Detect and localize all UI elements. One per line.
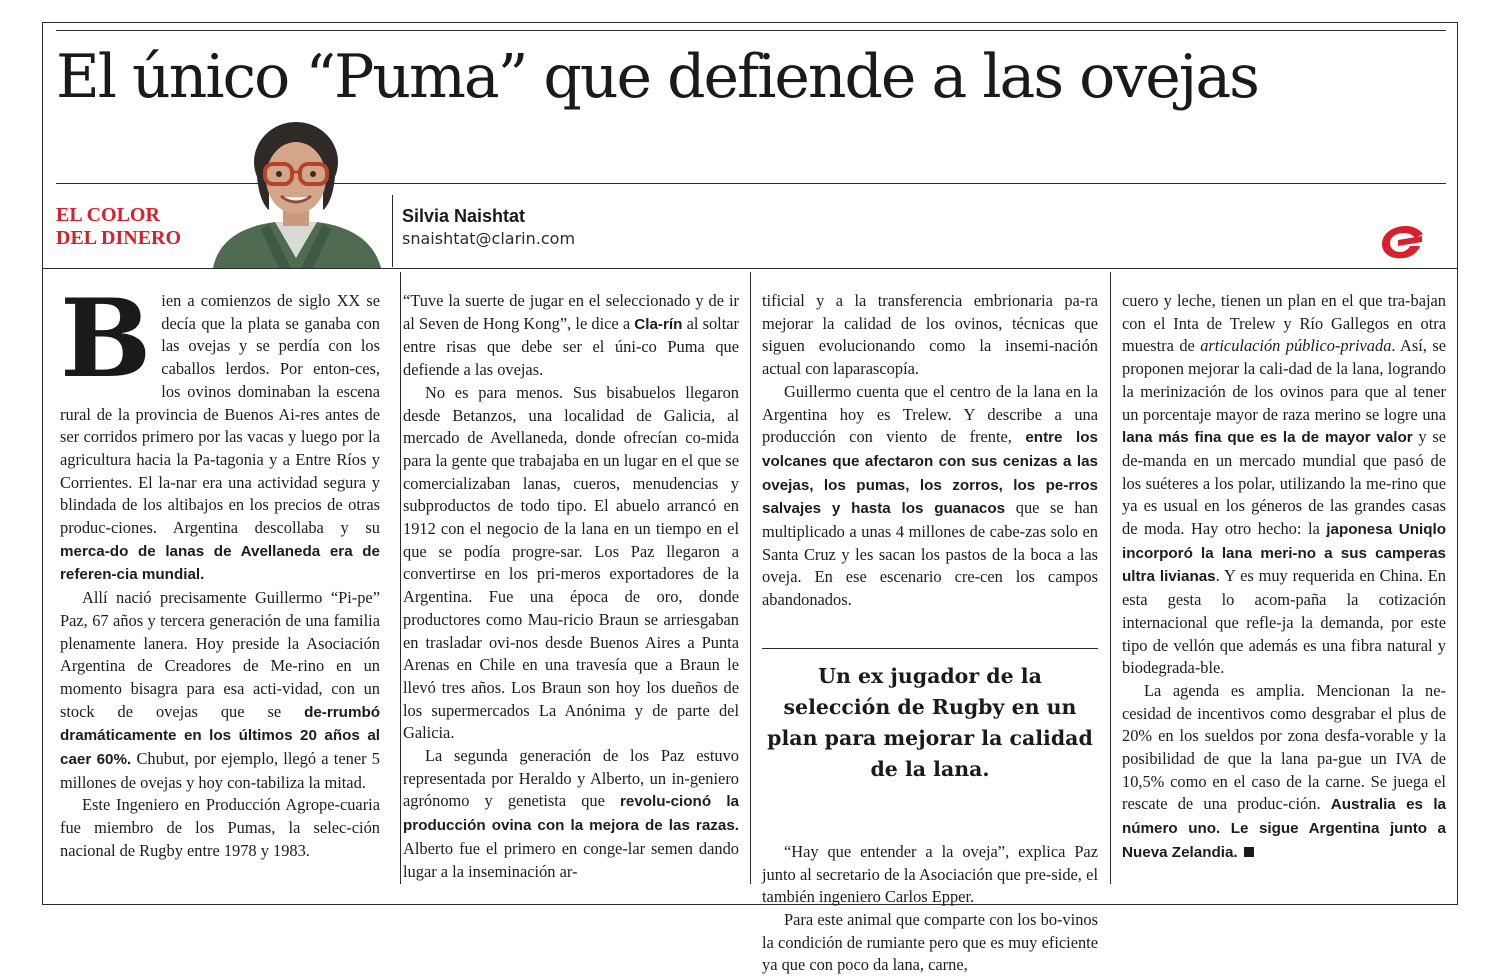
text-run: Alberto fue el primero en conge-lar semen dando lugar a la inseminación ar- [403,838,739,881]
section-tag [56,204,181,250]
text-run: Este Ingeniero en Producción Agrope-cuaria fue miembro de los Pumas, la selec-ción nacional de Rugby entre 1978 y 1983. [60,795,380,860]
author-divider [392,195,393,267]
paragraph [60,276,380,587]
clarin-logo-icon [1376,222,1428,262]
column-separator [750,272,751,884]
bold-run: lana más fina que es la de mayor valor [1122,429,1413,447]
text-run: Guillermo cuenta que el centro de la lana en la Argentina hoy es Trelew. Y describe a una producción con viento de frente, [762,381,1098,447]
bold-run: japonesa Uniqlo incorporó la lana meri-no a sus camperas ultra livianas [1122,521,1447,586]
text-run: que se han multiplicado a unas 4 millones de cabe-zas solo en Santa Cruz y les sacan los pastos de la boca a las oveja. En ese escenario cre-cen los campos abandonados. [762,498,1098,610]
section-tag-line1: EL COLOR [56,204,160,226]
section-tag-line2: DEL DINERO [56,227,182,249]
author-portrait [205,118,387,268]
paragraph [60,587,380,794]
article-column-3 [762,290,1098,977]
paragraph [403,745,739,883]
end-mark-icon [1244,847,1254,857]
paragraph [762,290,1098,381]
text-run: La segunda generación de los Paz estuvo representada por Heraldo y Alberto, un in-geniero agrónomo y genetista que [403,746,739,811]
text-run: . Así, se proponen mejorar la cali-dad de la lana, logrando la merinización de los ovinos para que al tener un porcentaje mayor de raza merino se logre una [1122,336,1446,424]
text-run: Allí nació precisamente Guillermo “Pi-pe” Paz, 67 años y tercera generación de una familia plenamente lanera. Hoy preside la Asociación Argentina de Creadores de Me-rino en un momento bisagra para esa acti-vidad, con un stock de ovejas que se [60,588,380,721]
article-column-2 [403,290,739,883]
bold-run: entre los volcanes que afectaron con sus cenizas a las ovejas, los pumas, los zorros, los pe-rros salvajes y hasta los guanacos [762,429,1099,518]
article-column-4 [1122,290,1446,865]
text-run: “Hay que entender a la oveja”, explica Paz junto al secretario de la Asociación que pre-side, el también ingeniero Carlos Epper. [762,841,1098,907]
paragraph [1122,680,1446,865]
headline: El único “Puma” que defiende a las ovejas [56,42,1258,112]
text-run: cuero y leche, tienen un plan en el que tra-bajan con el Inta de Trelew y Río Gallegos en otra muestra de [1122,291,1446,356]
paragraph [403,290,739,382]
column-separator [1110,272,1111,884]
paragraph [1122,290,1446,680]
text-run: La agenda es amplia. Mencionan la ne-cesidad de incentivos como desgrabar el plus de 20% en los sueldos por zona desfa-vorable y la posibilidad de que la lana pa-gue un IVA de 10,5% como en el caso de la carne. Se juega el rescate de una produc-ción. [1122,680,1446,814]
text-run: . Y es muy requerida en China. En esta gesta lo acom-paña la cotización internacional que refle-ja la demanda, por este tipo de vellón que además es una fibra natural y biodegrada-ble. [1122,566,1446,678]
top-rule [56,30,1446,31]
author-block [402,204,575,250]
pull-quote: Un ex jugador de la selección de Rugby en un plan para mejorar la calidad de la lana. [762,648,1098,785]
author-name: Silvia Naishtat [402,206,526,226]
bold-run: merca-do de lanas de Avellaneda era de referen-cia mundial. [60,542,380,584]
bold-run: revolu-cionó la producción ovina con la mejora de las razas. [403,793,739,835]
text-run: No es para menos. Sus bisabuelos llegaron desde Betanzos, una localidad de Galicia, al mercado de Avellaneda, donde ofrecían co-mida para la gente que trabajaba en un lugar en el que se comercializaban lanas, cueros, menudencias y subproductos de todo tipo. El abuelo arrancó en 1912 con el negocio de la lana en un tiempo en el que se podía progre-sar. Los Paz llegaron a convertirse en los pri-meros exportadores de la Argentina. Fue una época de oro, donde productores como Mau-ricio Braun se arriesgaban en trasladar ovi-nos desde Buenos Aires a Punta Arenas en Chile en una travesía que a Braun le llevó tres años. Los Braun son hoy los dueños de los supermercados La Anónima y de parte del Galicia. [403,382,739,743]
paragraph [762,909,1098,977]
text-run: al soltar entre risas que debe ser el úni-co Puma que defiende a las ovejas. [403,313,739,380]
body-rule [42,268,1458,269]
text-run: y se de-manda en un mercado mundial que pasó de los suéteres a los polar, utilizando la me-rino que ya es usual en los géneros de las grandes casas de moda. Hay otro hecho: la [1122,427,1446,539]
text-run: Para este animal que comparte con los bo-vinos la condición de rumiante pero que es muy eficiente ya que con poco da lana, carne, [762,909,1098,975]
paragraph [762,381,1098,612]
bold-run: de-rrumbó dramáticamente en los últimos 20 años al caer 60%. [60,703,380,769]
paragraph [762,841,1098,909]
text-run: tificial y a la transferencia embrionaria pa-ra mejorar la calidad de los ovinos, técnicas que siguen evolucionando como la insemi-nación actual con laparascopía. [762,291,1098,379]
text-run: “Tuve la suerte de jugar en el seleccionado y de ir al Seven de Hong Kong”, le dice a [403,291,739,333]
italic-run: articulación público-privada [1200,336,1392,356]
article-column-1 [60,276,380,863]
text-run: ien a comienzos de siglo XX se decía que la plata se ganaba con las ovejas y se perdía con los caballos lerdos. Por enton-ces, los ovinos dominaban la escena rural de la provincia de Buenos Ai-res antes de ser corridos primero por las vacas y luego por la agricultura hacia la Pa-tagonia y a Entre Ríos y Corrientes. El la-nar era una actividad segura y blindada de los altibajos en los precios de otras produc-ciones. Argentina descollaba y su [60,291,380,538]
text-run: Chubut, por ejemplo, llegó a tener 5 millones de ovejas y hoy con-tabiliza la mitad. [60,749,380,792]
dropcap: B [60,276,152,402]
paragraph [403,382,739,745]
bold-run: Cla-rín [634,315,683,333]
author-email[interactable]: snaishtat@clarin.com [402,229,576,248]
column-separator [400,272,401,884]
paragraph [60,794,380,862]
bold-run: Australia es la número uno. Le sigue Argentina junto a Nueva Zelandia. [1122,796,1446,861]
